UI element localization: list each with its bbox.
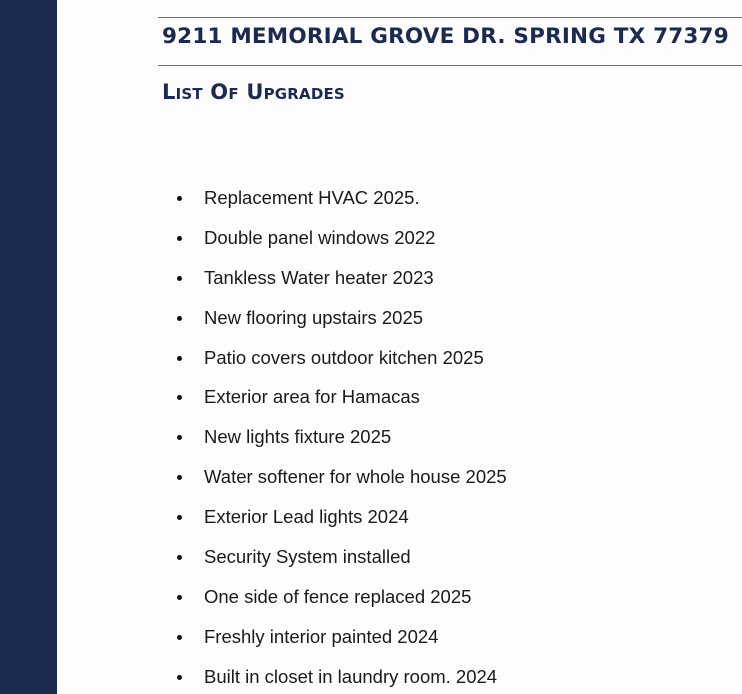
list-item [177, 585, 507, 625]
bullet-icon [177, 395, 182, 400]
list-item-text: Water softener for whole house 2025 [204, 466, 507, 488]
bullet-icon [177, 316, 182, 321]
bullet-icon [177, 236, 182, 241]
list-item-text: Exterior Lead lights 2024 [204, 506, 409, 528]
bullet-icon [177, 595, 182, 600]
bullet-icon [177, 675, 182, 680]
list-item-text: Freshly interior painted 2024 [204, 625, 439, 647]
list-item [177, 186, 507, 226]
list-item [177, 425, 507, 465]
list-item-text: New lights fixture 2025 [204, 426, 392, 448]
property-address: 9211 MEMORIAL GROVE DR. SPRING TX 77379 [162, 24, 729, 49]
list-item-text: Security System installed [204, 546, 411, 568]
list-item-text: One side of fence replaced 2025 [204, 585, 472, 607]
section-title: List Of Upgrades [162, 80, 345, 104]
list-item-text: Patio covers outdoor kitchen 2025 [204, 346, 484, 368]
list-item [177, 505, 507, 545]
list-item [177, 545, 507, 585]
bullet-icon [177, 356, 182, 361]
list-item-text: Exterior area for Hamacas [204, 386, 420, 408]
list-item [177, 665, 507, 694]
bullet-icon [177, 276, 182, 281]
bullet-icon [177, 635, 182, 640]
list-item-text: Built in closet in laundry room. 2024 [204, 665, 498, 687]
bullet-icon [177, 555, 182, 560]
list-item [177, 346, 507, 386]
top-divider [158, 17, 742, 18]
bullet-icon [177, 435, 182, 440]
list-item [177, 306, 507, 346]
list-item-text: Replacement HVAC 2025. [204, 187, 420, 208]
bullet-icon [177, 515, 182, 520]
list-item [177, 266, 507, 306]
list-item-text: New flooring upstairs 2025 [204, 306, 424, 328]
list-item-text: Tankless Water heater 2023 [204, 266, 434, 288]
list-item [177, 385, 507, 425]
bullet-icon [177, 196, 182, 201]
list-item [177, 625, 507, 665]
list-item [177, 465, 507, 505]
header-divider [158, 65, 742, 66]
list-item-text: Double panel windows 2022 [204, 226, 436, 248]
document-page [57, 0, 742, 694]
left-side-band [0, 0, 57, 694]
upgrades-list [177, 186, 507, 694]
list-item [177, 226, 507, 266]
bullet-icon [177, 475, 182, 480]
